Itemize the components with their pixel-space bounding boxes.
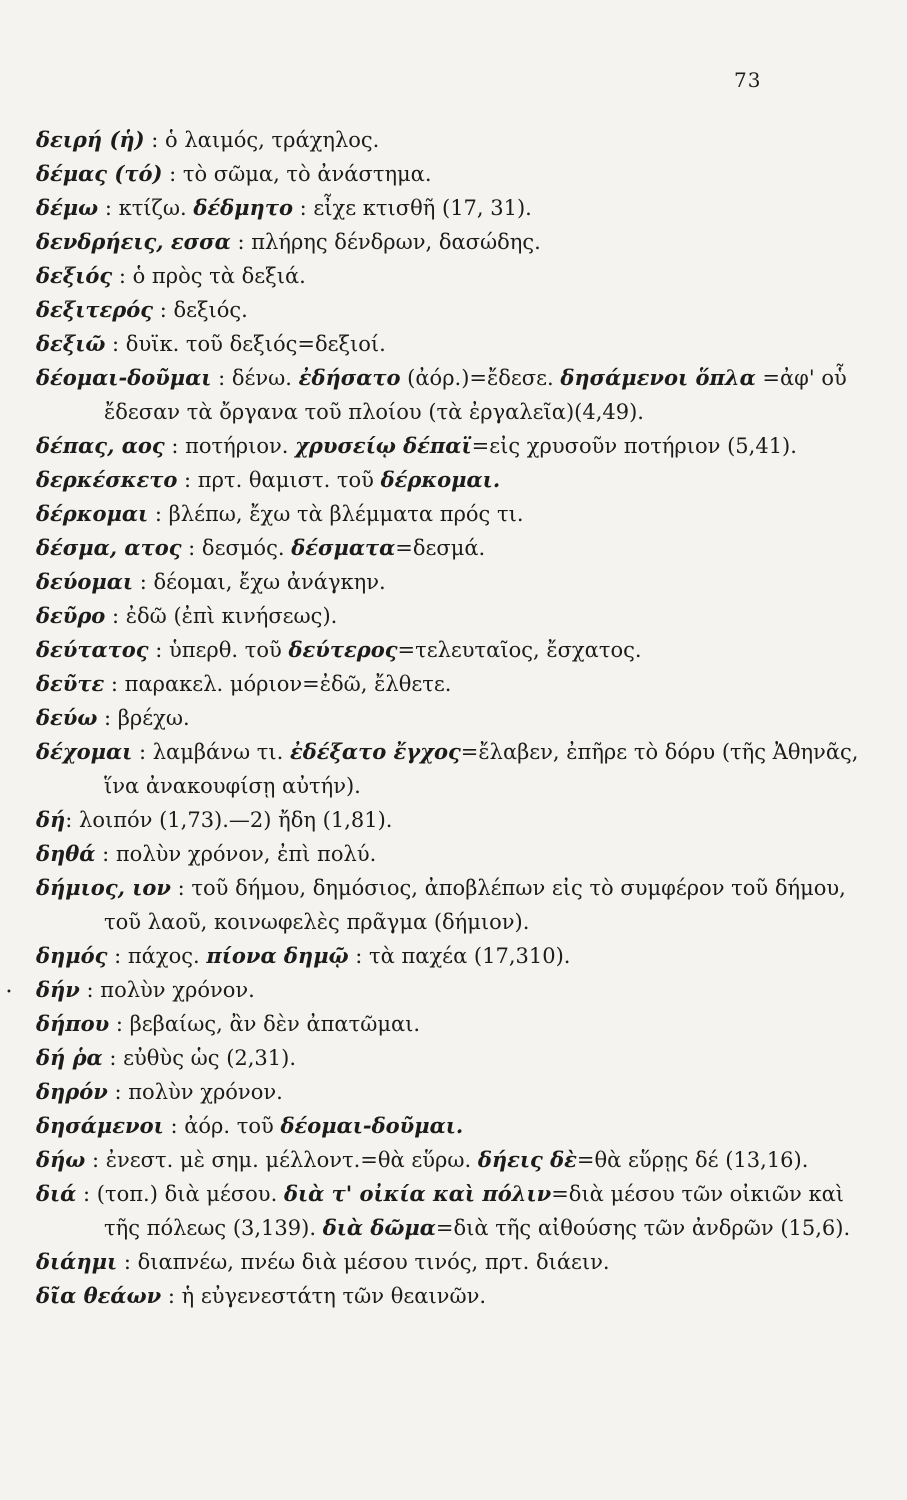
entry-definition: : ἐνεστ. μὲ σημ. μέλλοντ.=θὰ εὕρω. bbox=[85, 1148, 478, 1172]
dictionary-entry bbox=[36, 871, 866, 939]
entry-definition: : δένω. bbox=[211, 366, 299, 390]
entry-headword: χρυσείῳ δέπαϊ bbox=[295, 433, 472, 458]
dictionary-entry bbox=[36, 259, 866, 293]
dictionary-entry bbox=[36, 531, 866, 565]
entry-headword: δεξιός bbox=[36, 263, 113, 288]
entry-definition: : διαπνέω, πνέω διὰ μέσου τινός, πρτ. διάειν. bbox=[117, 1250, 610, 1274]
entry-definition: : τὰ παχέα (17,310). bbox=[348, 944, 571, 968]
entry-headword: δῖα θεάων bbox=[36, 1283, 162, 1308]
entry-definition: : βλέπω, ἔχω τὰ βλέμματα πρός τι. bbox=[148, 502, 524, 526]
entry-definition: : ὑπερθ. τοῦ bbox=[148, 638, 289, 662]
entry-headword: δή ῥα bbox=[36, 1045, 103, 1070]
dictionary-entry bbox=[36, 565, 866, 599]
dictionary-entry bbox=[36, 191, 866, 225]
dictionary-entry bbox=[36, 1075, 866, 1109]
dictionary-entry bbox=[36, 1245, 866, 1279]
entry-definition: : ὁ πρὸς τὰ δεξιά. bbox=[112, 264, 306, 288]
entry-headword: πίονα δημῷ bbox=[206, 943, 349, 968]
dictionary-entry bbox=[36, 327, 866, 361]
dictionary-entry bbox=[36, 123, 866, 157]
entry-definition: =θὰ εὕρῃς δέ (13,16). bbox=[576, 1148, 809, 1172]
dictionary-entry bbox=[36, 735, 866, 803]
entry-definition: =ἔλαβεν, ἐπῆρε τὸ δόρυ (τῆς Ἀθηνᾶς, ἵνα ἀνακουφίσῃ αὐτήν). bbox=[104, 740, 859, 798]
entry-definition: : πολὺν χρόνον, ἐπὶ πολύ. bbox=[95, 842, 377, 866]
entry-definition: : πρτ. θαμιστ. τοῦ bbox=[177, 468, 381, 492]
margin-bullet: • bbox=[6, 987, 12, 998]
entry-headword: δέρκομαι. bbox=[380, 467, 501, 492]
entry-definition: : πλήρης δένδρων, δασώδης. bbox=[230, 230, 541, 254]
dictionary-entry bbox=[36, 837, 866, 871]
entry-headword: δέχομαι bbox=[36, 739, 133, 764]
entry-definition: : δυϊκ. τοῦ δεξιός=δεξιοί. bbox=[105, 332, 386, 356]
entry-definition: : ὁ λαιμός, τράχηλος. bbox=[144, 128, 380, 152]
entry-headword: διάημι bbox=[36, 1249, 118, 1274]
page-number: 73 bbox=[734, 68, 762, 92]
entry-definition: : δέομαι, ἔχω ἀνάγκην. bbox=[133, 570, 386, 594]
entry-definition: : πολὺν χρόνον. bbox=[79, 978, 255, 1002]
dictionary-entry bbox=[36, 157, 866, 191]
entry-headword: δεύτερος bbox=[288, 637, 398, 662]
entry-headword: δήμιος, ιον bbox=[36, 875, 171, 900]
dictionary-entry bbox=[36, 293, 866, 327]
dictionary-entry bbox=[36, 1279, 866, 1313]
entry-definition: : (τοπ.) διὰ μέσου. bbox=[76, 1182, 284, 1206]
entry-headword: δή bbox=[36, 807, 66, 832]
dictionary-entry bbox=[36, 1177, 866, 1245]
entry-definition: =διὰ μέσου τῶν οἰκιῶν καὶ τῆς πόλεως (3,139). bbox=[104, 1182, 845, 1240]
entry-headword: δήεις δὲ bbox=[477, 1147, 577, 1172]
dictionary-entry bbox=[36, 225, 866, 259]
entry-definition: : πολὺν χρόνον. bbox=[107, 1080, 283, 1104]
entry-headword: δήπου bbox=[36, 1011, 110, 1036]
dictionary-entry bbox=[36, 939, 866, 973]
entry-headword: ἐδέξατο ἔγχος bbox=[289, 739, 461, 764]
entry-definition: =διὰ τῆς αἰθούσης τῶν ἀνδρῶν (15,6). bbox=[435, 1216, 851, 1240]
entry-definition: : εἶχε κτισθῆ (17, 31). bbox=[292, 196, 532, 220]
entry-headword: διά bbox=[36, 1181, 77, 1206]
entry-headword: δειρή (ἡ) bbox=[36, 127, 145, 152]
entry-definition: : ἐδῶ (ἐπὶ κινήσεως). bbox=[105, 604, 338, 628]
entry-headword: δημός bbox=[36, 943, 108, 968]
entry-headword: δεξιῶ bbox=[36, 331, 106, 356]
entry-headword: δέσμα, ατος bbox=[36, 535, 182, 560]
dictionary-entry bbox=[36, 599, 866, 633]
entry-definition: =ἀφ' οὗ ἔδεσαν τὰ ὄργανα τοῦ πλοίου (τὰ ἐργαλεῖα)(4,49). bbox=[104, 366, 847, 424]
entry-definition: : βεβαίως, ἂν δὲν ἀπατῶμαι. bbox=[109, 1012, 421, 1036]
entry-headword: δεῦρο bbox=[36, 603, 106, 628]
entry-list bbox=[36, 123, 866, 1313]
entry-headword: δεύω bbox=[36, 705, 98, 730]
entry-headword: δενδρήεις, εσσα bbox=[36, 229, 231, 254]
dictionary-entry bbox=[36, 497, 866, 531]
entry-definition: =τελευταῖος, ἔσχατος. bbox=[397, 638, 642, 662]
entry-headword: δέρκομαι bbox=[36, 501, 149, 526]
entry-headword: δέσματα bbox=[291, 535, 396, 560]
entry-headword: δησάμενοι ὅπλα bbox=[560, 365, 756, 390]
entry-definition: (ἀόρ.)=ἔδεσε. bbox=[400, 366, 561, 390]
entry-headword: δηθά bbox=[36, 841, 96, 866]
entry-definition: =εἰς χρυσοῦν ποτήριον (5,41). bbox=[471, 434, 797, 458]
dictionary-entry bbox=[36, 701, 866, 735]
entry-headword: δησάμενοι bbox=[36, 1113, 164, 1138]
entry-definition: : πάχος. bbox=[107, 944, 207, 968]
entry-headword: δέμας (τό) bbox=[36, 161, 163, 186]
entry-definition: : βρέχω. bbox=[97, 706, 190, 730]
entry-definition: : δεξιός. bbox=[153, 298, 248, 322]
entry-definition: : τοῦ δήμου, δημόσιος, ἀποβλέπων εἰς τὸ συμφέρον τοῦ δήμου, τοῦ λαοῦ, κοινωφελὲς πρᾶγμα (δήμιον). bbox=[104, 876, 846, 934]
entry-definition: : παρακελ. μόριον=ἐδῶ, ἔλθετε. bbox=[104, 672, 452, 696]
dictionary-entry bbox=[36, 429, 866, 463]
entry-definition: : ἀόρ. τοῦ bbox=[163, 1114, 281, 1138]
entry-headword: ἐδήσατο bbox=[298, 365, 401, 390]
entry-headword: διὰ τ' οἰκία καὶ πόλιν bbox=[283, 1181, 552, 1206]
entry-headword: δηρόν bbox=[36, 1079, 108, 1104]
dictionary-entry bbox=[36, 1041, 866, 1075]
entry-headword: δεῦτε bbox=[36, 671, 105, 696]
dictionary-entry bbox=[36, 803, 866, 837]
entry-headword: δερκέσκετο bbox=[36, 467, 178, 492]
entry-definition: : τὸ σῶμα, τὸ ἀνάστημα. bbox=[162, 162, 432, 186]
entry-definition: =δεσμά. bbox=[395, 536, 486, 560]
entry-headword: δεύομαι bbox=[36, 569, 134, 594]
entry-headword: δήω bbox=[36, 1147, 86, 1172]
entry-headword: δέδμητο bbox=[193, 195, 293, 220]
dictionary-entry bbox=[36, 463, 866, 497]
entry-definition: : λοιπόν (1,73).—2) ἤδη (1,81). bbox=[65, 808, 393, 832]
dictionary-entry bbox=[36, 973, 866, 1007]
entry-definition: : κτίζω. bbox=[98, 196, 194, 220]
dictionary-entry bbox=[36, 633, 866, 667]
entry-headword: δέομαι-δοῦμαι bbox=[36, 365, 212, 390]
dictionary-entry bbox=[36, 667, 866, 701]
entry-headword: δέμω bbox=[36, 195, 99, 220]
dictionary-entry bbox=[36, 1109, 866, 1143]
dictionary-entry bbox=[36, 361, 866, 429]
entry-definition: : ποτήριον. bbox=[164, 434, 296, 458]
entry-headword: δέομαι-δοῦμαι. bbox=[280, 1113, 464, 1138]
entry-headword: δεξιτερός bbox=[36, 297, 154, 322]
dictionary-entry bbox=[36, 1007, 866, 1041]
entry-headword: δήν bbox=[36, 977, 80, 1002]
entry-headword: δεύτατος bbox=[36, 637, 149, 662]
entry-headword: δέπας, αος bbox=[36, 433, 165, 458]
entry-headword: διὰ δῶμα bbox=[322, 1215, 436, 1240]
entry-definition: : εὐθὺς ὡς (2,31). bbox=[102, 1046, 297, 1070]
dictionary-entry bbox=[36, 1143, 866, 1177]
entry-definition: : λαμβάνω τι. bbox=[132, 740, 290, 764]
entry-definition: : δεσμός. bbox=[181, 536, 292, 560]
entry-definition: : ἡ εὐγενεστάτη τῶν θεαινῶν. bbox=[161, 1284, 487, 1308]
